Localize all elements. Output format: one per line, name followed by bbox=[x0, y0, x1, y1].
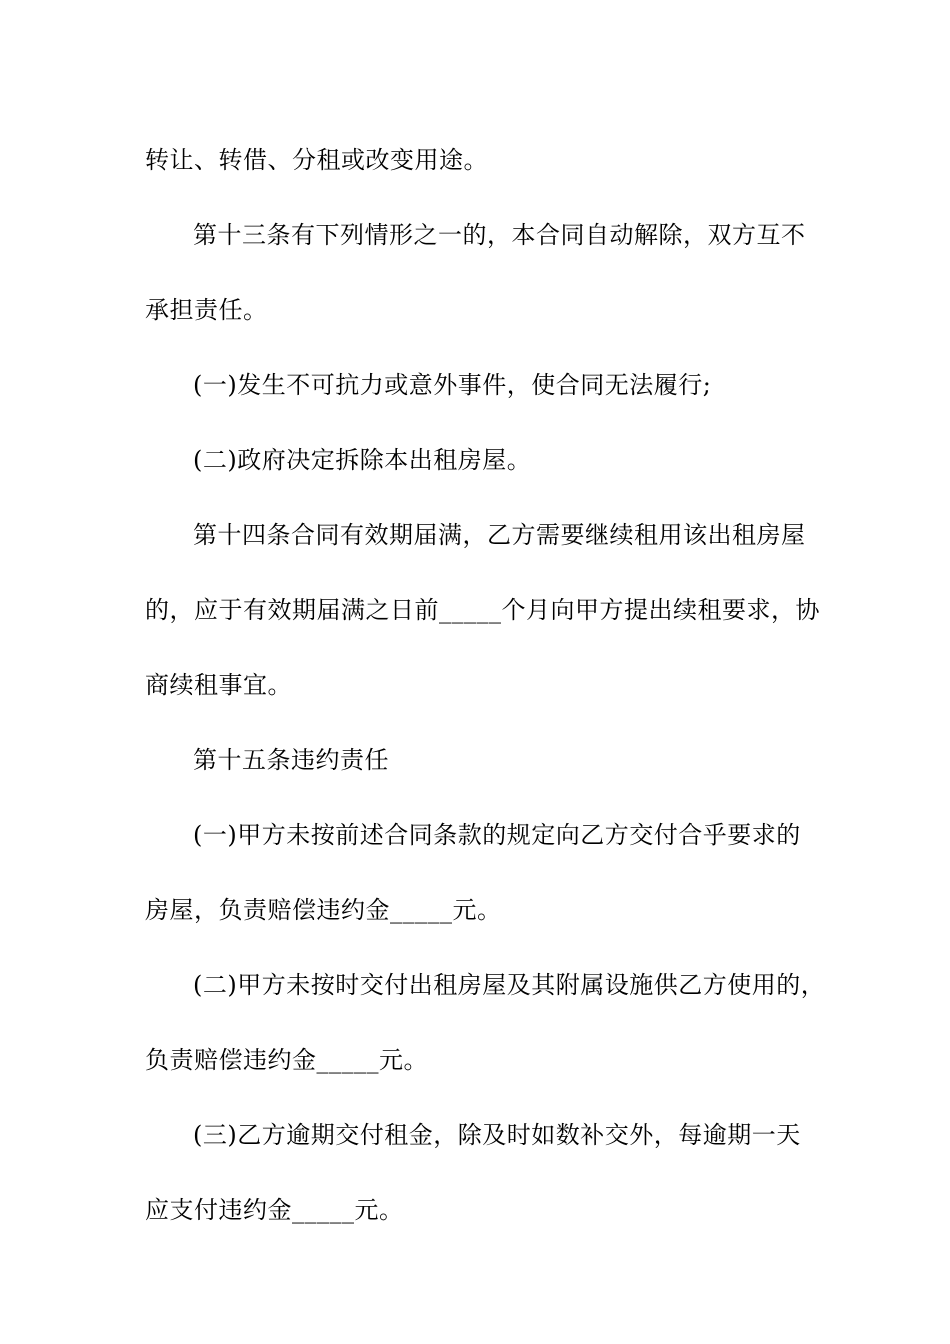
clause-14-heading: 第十四条合同有效期届满，乙方需要继续租用该出租房屋 bbox=[193, 521, 806, 549]
text-line: 负责赔偿违约金_____元。 bbox=[145, 1046, 428, 1074]
clause-13-item-2: (二)政府决定拆除本出租房屋。 bbox=[193, 446, 532, 474]
text-line: 的，应于有效期届满之日前_____个月向甲方提出续租要求，协 bbox=[145, 596, 820, 624]
text-line: 应支付违约金_____元。 bbox=[145, 1196, 404, 1224]
clause-15-item-2: (二)甲方未按时交付出租房屋及其附属设施供乙方使用的， bbox=[193, 971, 826, 999]
clause-15-heading: 第十五条违约责任 bbox=[193, 746, 389, 774]
text-line: 转让、转借、分租或改变用途。 bbox=[145, 146, 488, 174]
text-line: 承担责任。 bbox=[145, 296, 268, 324]
text-line: 房屋，负责赔偿违约金_____元。 bbox=[145, 896, 502, 924]
text-line: 商续租事宜。 bbox=[145, 671, 292, 699]
clause-13-heading: 第十三条有下列情形之一的，本合同自动解除，双方互不 bbox=[193, 221, 806, 249]
clause-15-item-3: (三)乙方逾期交付租金，除及时如数补交外，每逾期一天 bbox=[193, 1121, 801, 1149]
clause-15-item-1: (一)甲方未按前述合同条款的规定向乙方交付合乎要求的 bbox=[193, 821, 801, 849]
clause-13-item-1: (一)发生不可抗力或意外事件，使合同无法履行; bbox=[193, 371, 712, 399]
document-body bbox=[145, 123, 826, 1248]
